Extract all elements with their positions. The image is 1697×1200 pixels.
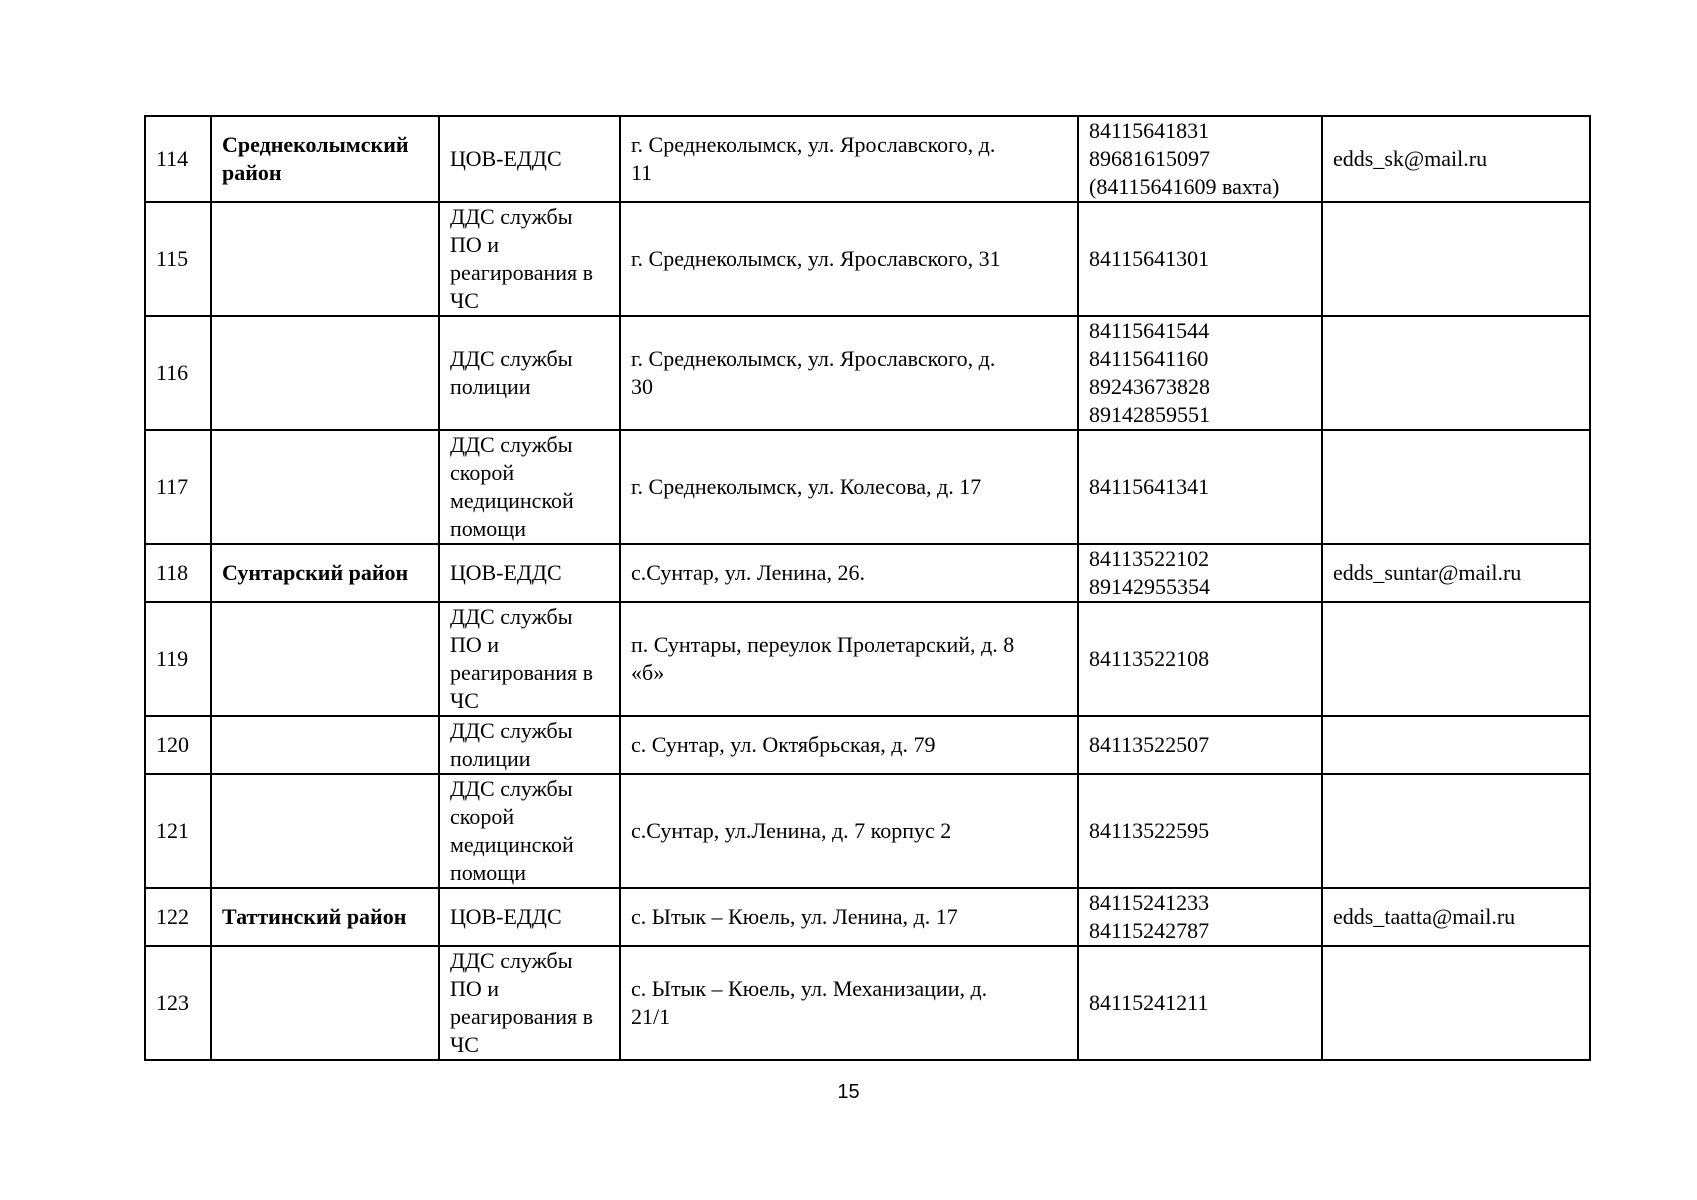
district-name [211, 716, 439, 774]
email [1322, 430, 1590, 544]
district-name [211, 430, 439, 544]
table-row [145, 544, 1590, 602]
address: г. Среднеколымск, ул. Ярославского, д. 30 [620, 316, 1078, 430]
address: п. Сунтары, переулок Пролетарский, д. 8 «б» [620, 602, 1078, 716]
row-number: 122 [145, 888, 211, 946]
table-row [145, 946, 1590, 1060]
table-row [145, 888, 1590, 946]
table-row [145, 116, 1590, 202]
table-row [145, 202, 1590, 316]
address: г. Среднеколымск, ул. Колесова, д. 17 [620, 430, 1078, 544]
row-number: 115 [145, 202, 211, 316]
table-row [145, 716, 1590, 774]
phone-numbers: 84115241211 [1078, 946, 1322, 1060]
phone-numbers: 84115641341 [1078, 430, 1322, 544]
phone-numbers: 84113522102 89142955354 [1078, 544, 1322, 602]
email [1322, 774, 1590, 888]
email [1322, 602, 1590, 716]
address: с. Ытык – Кюель, ул. Ленина, д. 17 [620, 888, 1078, 946]
phone-numbers: 84115641544 84115641160 89243673828 89142859551 [1078, 316, 1322, 430]
phone-numbers: 84113522507 [1078, 716, 1322, 774]
district-name [211, 946, 439, 1060]
table-row [145, 430, 1590, 544]
address: г. Среднеколымск, ул. Ярославского, 31 [620, 202, 1078, 316]
table-row [145, 316, 1590, 430]
service-name: ДДС службы ПО и реагирования в ЧС [439, 202, 620, 316]
service-name: ДДС службы полиции [439, 316, 620, 430]
service-name: ЦОВ-ЕДДС [439, 888, 620, 946]
row-number: 117 [145, 430, 211, 544]
address: с.Сунтар, ул. Ленина, 26. [620, 544, 1078, 602]
email: edds_suntar@mail.ru [1322, 544, 1590, 602]
phone-numbers: 84113522108 [1078, 602, 1322, 716]
district-name [211, 602, 439, 716]
service-name: ДДС службы полиции [439, 716, 620, 774]
contacts-table [144, 115, 1591, 1061]
address: с.Сунтар, ул.Ленина, д. 7 корпус 2 [620, 774, 1078, 888]
district-name [211, 774, 439, 888]
row-number: 114 [145, 116, 211, 202]
address: г. Среднеколымск, ул. Ярославского, д. 11 [620, 116, 1078, 202]
service-name: ДДС службы скорой медицинской помощи [439, 430, 620, 544]
service-name: ДДС службы скорой медицинской помощи [439, 774, 620, 888]
email [1322, 716, 1590, 774]
email [1322, 202, 1590, 316]
address: с. Ытык – Кюель, ул. Механизации, д. 21/1 [620, 946, 1078, 1060]
row-number: 121 [145, 774, 211, 888]
email: edds_taatta@mail.ru [1322, 888, 1590, 946]
phone-numbers: 84115641831 89681615097 (84115641609 вахта) [1078, 116, 1322, 202]
email [1322, 946, 1590, 1060]
service-name: ЦОВ-ЕДДС [439, 544, 620, 602]
email: edds_sk@mail.ru [1322, 116, 1590, 202]
table-row [145, 774, 1590, 888]
district-name [211, 202, 439, 316]
row-number: 116 [145, 316, 211, 430]
district-name [211, 316, 439, 430]
email [1322, 316, 1590, 430]
row-number: 120 [145, 716, 211, 774]
district-name: Сунтарский район [211, 544, 439, 602]
phone-numbers: 84115641301 [1078, 202, 1322, 316]
service-name: ДДС службы ПО и реагирования в ЧС [439, 946, 620, 1060]
phone-numbers: 84113522595 [1078, 774, 1322, 888]
district-name: Таттинский район [211, 888, 439, 946]
district-name: Среднеколымский район [211, 116, 439, 202]
row-number: 123 [145, 946, 211, 1060]
table-row [145, 602, 1590, 716]
service-name: ДДС службы ПО и реагирования в ЧС [439, 602, 620, 716]
page-number: 15 [837, 1081, 860, 1103]
row-number: 119 [145, 602, 211, 716]
row-number: 118 [145, 544, 211, 602]
phone-numbers: 84115241233 84115242787 [1078, 888, 1322, 946]
address: с. Сунтар, ул. Октябрьская, д. 79 [620, 716, 1078, 774]
service-name: ЦОВ-ЕДДС [439, 116, 620, 202]
